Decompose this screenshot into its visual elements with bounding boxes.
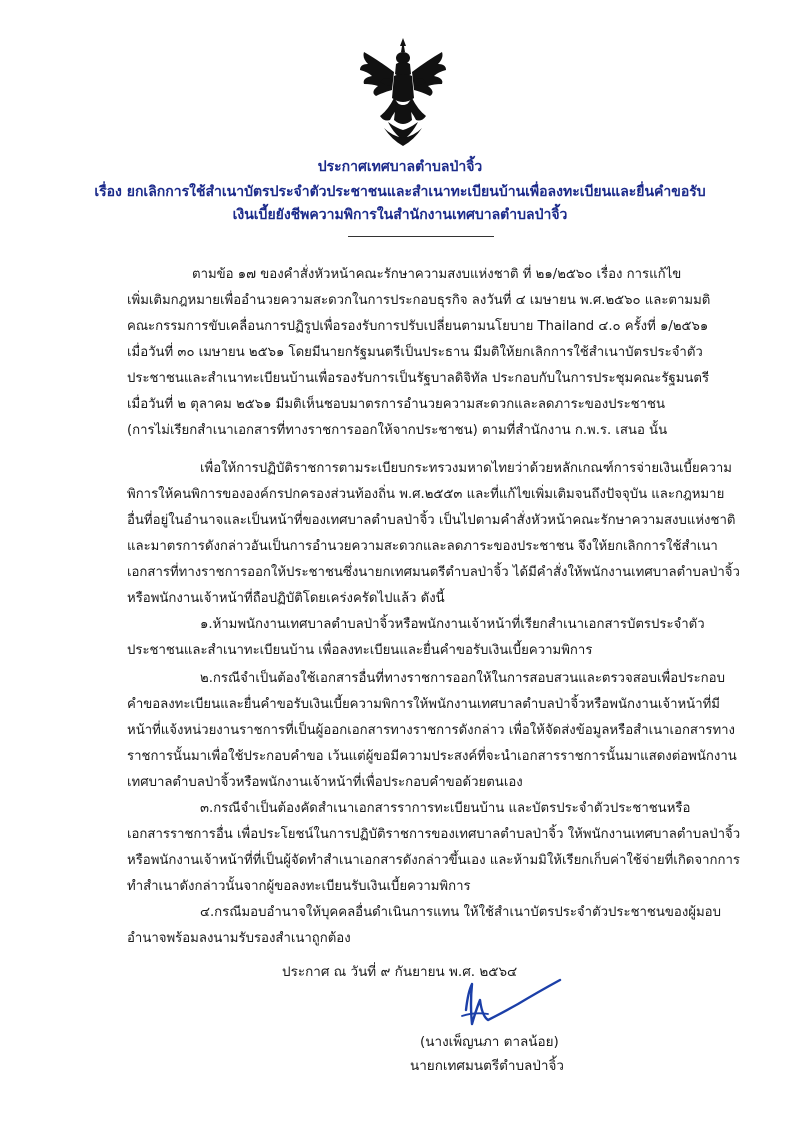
item-1-line: ๑.ห้ามพนักงานเทศบาลตำบลป่าจิ้วหรือพนักงานเจ้าหน้าที่เรียกสำเนาเอกสารบัตรประจำตัว bbox=[200, 617, 705, 632]
header-divider bbox=[348, 236, 494, 237]
announcement-date: ประกาศ ณ วันที่ ๙ กันยายน พ.ศ. ๒๕๖๔ bbox=[282, 964, 518, 980]
announcement-title: ประกาศเทศบาลตำบลป่าจิ้ว bbox=[317, 159, 483, 175]
body-line: ประชาชนและสำเนาทะเบียนบ้านเพื่อรองรับการเป็นรัฐบาลดิจิทัล ประกอบกับในการประชุมคณะรัฐมนตรี bbox=[127, 371, 710, 386]
body-line: (การไม่เรียกสำเนาเอกสารที่ทางราชการออกให้จากประชาชน) ตามที่สำนักงาน ก.พ.ร. เสนอ นั้น bbox=[127, 423, 668, 438]
body-line: เอกสารราชการอื่น เพื่อประโยชน์ในการปฏิบัติราชการของเทศบาลตำบลป่าจิ้ว ให้พนักงานเทศบาลตำบลป่าจิ้ว bbox=[127, 827, 741, 842]
body-line: คำขอลงทะเบียนและยื่นคำขอรับเงินเบี้ยความพิการให้พนักงานเทศบาลตำบลป่าจิ้วหรือพนักงานเจ้าหน้าที่มี bbox=[127, 697, 720, 712]
body-line: หรือพนักงานเจ้าหน้าที่ถือปฏิบัติโดยเคร่งครัดไปแล้ว ดังนี้ bbox=[127, 591, 445, 606]
body-line: คณะกรรมการขับเคลื่อนการปฏิรูปเพื่อรองรับการปรับเปลี่ยนตามนโยบาย Thailand ๔.๐ ครั้งที่ ๑/๒๕๖๑ bbox=[127, 319, 709, 334]
item-4-line: ๔.กรณีมอบอำนาจให้บุคคลอื่นดำเนินการแทน ให้ใช้สำเนาบัตรประจำตัวประชาชนของผู้มอบ bbox=[200, 905, 721, 920]
item-2-line: ๒.กรณีจำเป็นต้องใช้เอกสารอื่นที่ทางราชการออกให้ในการสอบสวนและตรวจสอบเพื่อประกอบ bbox=[200, 671, 725, 686]
body-line: อื่นที่อยู่ในอำนาจและเป็นหน้าที่ของเทศบาลตำบลป่าจิ้ว เป็นไปตามคำสั่งหัวหน้าคณะรักษาความสงบแห่งชาติ bbox=[127, 513, 736, 528]
body-line: เมื่อวันที่ ๓๐ เมษายน ๒๕๖๑ โดยมีนายกรัฐมนตรีเป็นประธาน มีมติให้ยกเลิกการใช้สำเนาบัตรประจำตัว bbox=[127, 345, 703, 360]
body-line: เทศบาลตำบลป่าจิ้วหรือพนักงานเจ้าหน้าที่เพื่อประกอบคำขอด้วยตนเอง bbox=[127, 775, 523, 790]
subject-line-2: เงินเบี้ยยังชีพความพิการในสำนักงานเทศบาลตำบลป่าจิ้ว bbox=[232, 207, 568, 223]
body-line: อำนาจพร้อมลงนามรับรองสำเนาถูกต้อง bbox=[127, 931, 351, 946]
body-line: ตามข้อ ๑๗ ของคำสั่งหัวหน้าคณะรักษาความสงบแห่งชาติ ที่ ๒๑/๒๕๖๐ เรื่อง การแก้ไข bbox=[192, 267, 682, 282]
body-line: เพิ่มเติมกฎหมายเพื่ออำนวยความสะดวกในการประกอบธุรกิจ ลงวันที่ ๔ เมษายน พ.ศ.๒๕๖๐ และตามมติ bbox=[127, 293, 711, 308]
body-line: ราชการนั้นมาเพื่อใช้ประกอบคำขอ เว้นแต่ผู้ขอมีความประสงค์ที่จะนำเอกสารราชการนั้นมาแสดงต่อพนักงาน bbox=[127, 749, 737, 764]
body-line: เพื่อให้การปฏิบัติราชการตามระเบียบกระทรวงมหาดไทยว่าด้วยหลักเกณฑ์การจ่ายเงินเบี้ยความ bbox=[200, 461, 732, 476]
item-3-line: ๓.กรณีจำเป็นต้องคัดสำเนาเอกสารราการทะเบียนบ้าน และบัตรประจำตัวประชาชนหรือ bbox=[200, 801, 691, 816]
signer-position: นายกเทศมนตรีตำบลป่าจิ้ว bbox=[410, 1058, 564, 1074]
body-line: หน้าที่แจ้งหน่วยงานราชการที่เป็นผู้ออกเอกสารทางราชการดังกล่าว เพื่อให้จัดส่งข้อมูลหรือสำเนาเอกสารทาง bbox=[127, 723, 735, 738]
body-line: ประชาชนและสำเนาทะเบียนบ้าน เพื่อลงทะเบียนและยื่นคำขอรับเงินเบี้ยความพิการ bbox=[127, 643, 593, 658]
garuda-emblem-icon bbox=[358, 36, 448, 148]
subject-line-1: เรื่อง ยกเลิกการใช้สำเนาบัตรประจำตัวประชาชนและสำเนาทะเบียนบ้านเพื่อลงทะเบียนและยื่นคำขอรับ bbox=[94, 184, 706, 200]
signer-name: (นางเพ็ญนภา ตาลน้อย) bbox=[420, 1034, 559, 1050]
body-line: ทำสำเนาดังกล่าวนั้นจากผู้ขอลงทะเบียนรับเงินเบี้ยความพิการ bbox=[127, 879, 471, 894]
body-line: พิการให้คนพิการขององค์กรปกครองส่วนท้องถิ่น พ.ศ.๒๕๕๓ และที่แก้ไขเพิ่มเติมจนถึงปัจจุบัน และกฎหมาย bbox=[127, 487, 725, 502]
body-line: หรือพนักงานเจ้าหน้าที่ที่เป็นผู้จัดทำสำเนาเอกสารดังกล่าวขึ้นเอง และห้ามมิให้เรียกเก็บค่าใช้จ่ายที่เกิดจากการ bbox=[127, 853, 740, 868]
signature-icon bbox=[448, 970, 568, 1036]
body-line: เมื่อวันที่ ๒ ตุลาคม ๒๕๖๑ มีมติเห็นชอบมาตรการอำนวยความสะดวกและลดภาระของประชาชน bbox=[127, 397, 665, 412]
body-line: เอกสารที่ทางราชการออกให้ประชาชนซึ่งนายกเทศมนตรีตำบลป่าจิ้ว ได้มีคำสั่งให้พนักงานเทศบาลตำบลป่าจิ้ว bbox=[127, 565, 740, 580]
body-line: และมาตรการดังกล่าวอันเป็นการอำนวยความสะดวกและลดภาระของประชาชน จึงให้ยกเลิกการใช้สำเนา bbox=[127, 539, 718, 554]
